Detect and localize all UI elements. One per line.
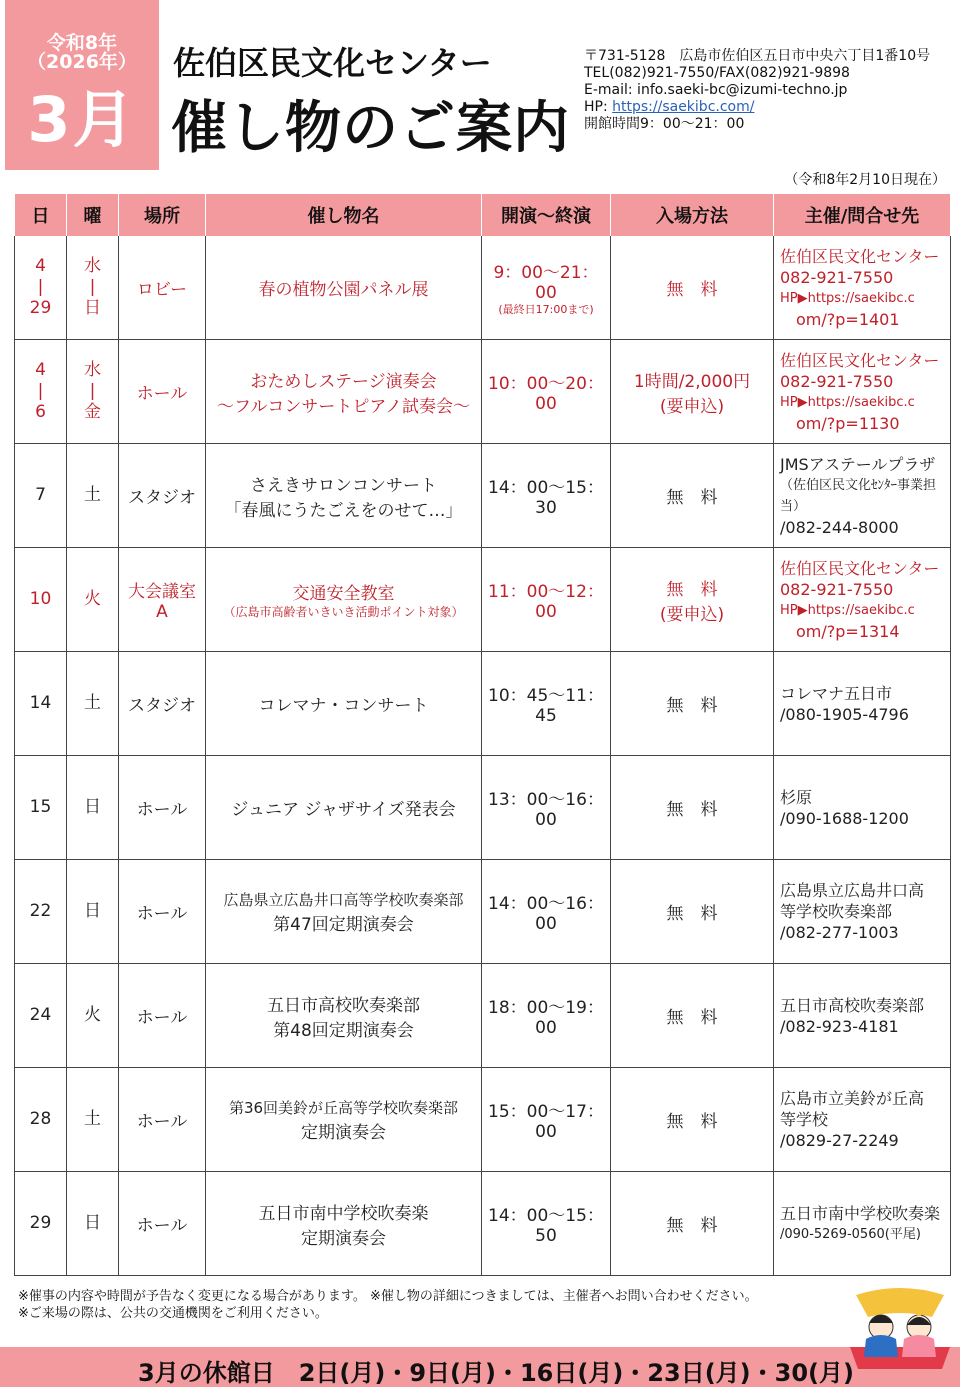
day-cell [15, 756, 67, 860]
weekday-cell-part: | [89, 381, 96, 401]
day-cell-part: 22 [29, 901, 52, 921]
admission-cell [611, 236, 774, 340]
day-cell-part: 14 [29, 693, 52, 713]
admission-cell [611, 548, 774, 652]
month-badge [5, 0, 159, 170]
day-cell-part: 4 [35, 256, 46, 276]
weekday-cell [67, 964, 119, 1068]
time-cell [482, 860, 611, 964]
admission-cell [611, 964, 774, 1068]
era-label: 令和8年 [46, 32, 118, 54]
host-line: 佐伯区民文化センター [780, 558, 940, 578]
event-cell [206, 1172, 482, 1276]
day-cell-part: | [37, 277, 44, 297]
weekday-cell [67, 652, 119, 756]
venue-cell: ホール [119, 1172, 206, 1276]
day-cell-part: 29 [29, 1213, 52, 1233]
homepage [584, 99, 930, 116]
host-line: 佐伯区民文化センター [780, 246, 940, 266]
table-row [15, 652, 951, 756]
host-line: /090-5269-0560(平尾) [780, 1226, 921, 1242]
opening-hours: 開館時間9：00～21：00 [584, 116, 745, 132]
table-row [15, 548, 951, 652]
table-row [15, 860, 951, 964]
venue-cell: ホール [119, 756, 206, 860]
day-cell [15, 548, 67, 652]
event-cell [206, 548, 482, 652]
time-cell [482, 548, 611, 652]
event-subtitle: 定期演奏会 [301, 1122, 386, 1143]
host-line: 等学校吹奏楽部 [780, 902, 893, 921]
table-header-row [15, 194, 951, 236]
admission-type: 無 料 [666, 800, 718, 820]
host-line: 広島県立広島井口高 [780, 881, 925, 900]
day-cell [15, 1068, 67, 1172]
time-range: 11：00～12：00 [488, 582, 604, 622]
admission-cell [611, 1068, 774, 1172]
year-label: （2026年） [27, 51, 137, 73]
host-line: 082-921-7550 [780, 579, 894, 599]
weekday-cell-part: | [89, 277, 96, 297]
event-name: 広島県立広島井口高等学校吹奏楽部 [223, 890, 464, 909]
weekday-cell-part: 土 [84, 1109, 101, 1129]
host-line: /082-244-8000 [780, 517, 899, 537]
table-row [15, 236, 951, 340]
host-line: 082-921-7550 [780, 267, 894, 287]
notes [18, 1288, 758, 1322]
time-cell [482, 1068, 611, 1172]
time-cell [482, 652, 611, 756]
event-name: 交通安全教室 [292, 584, 395, 604]
event-cell [206, 652, 482, 756]
admission-cell [611, 860, 774, 964]
venue-cell: ホール [119, 860, 206, 964]
admission-type: 無 料 [666, 579, 718, 600]
admission-cell [611, 652, 774, 756]
event-cell [206, 340, 482, 444]
host-line: /090-1688-1200 [780, 808, 909, 828]
weekday-cell [67, 236, 119, 340]
host-line: om/?p=1314 [780, 621, 900, 641]
column-header: 催し物名 [206, 194, 482, 236]
venue-cell: スタジオ [119, 444, 206, 548]
host-line: （佐伯区民文化ｾﾝﾀｰ事業担当） [780, 477, 937, 514]
host-line: 五日市南中学校吹奏楽 [780, 1203, 941, 1223]
host-line: 杉原 [780, 787, 813, 807]
time-range: 14：00～15：30 [488, 478, 604, 518]
time-cell [482, 444, 611, 548]
day-cell-part: 4 [35, 360, 46, 380]
table-row [15, 1172, 951, 1276]
column-header: 入場方法 [611, 194, 774, 236]
host-line: 広島市立美鈴が丘高 [780, 1089, 925, 1108]
table-row [15, 340, 951, 444]
admission-cell [611, 756, 774, 860]
time-cell [482, 236, 611, 340]
admission-type: 無 料 [666, 488, 718, 508]
admission-type: 無 料 [666, 1216, 718, 1236]
host-line: 等学校 [780, 1110, 829, 1129]
event-subtitle: 定期演奏会 [301, 1228, 386, 1249]
column-header: 日 [15, 194, 67, 236]
email[interactable]: E-mail: info.saeki-bc@izumi-techno.jp [584, 82, 848, 98]
time-range: 13：00～16：00 [488, 790, 604, 830]
event-cell [206, 1068, 482, 1172]
time-cell [482, 1172, 611, 1276]
host-cell [774, 236, 951, 340]
note-line: ※催事の内容や時間が予告なく変更になる場合があります。 ※催し物の詳細につきましては、主催者へお問い合わせください。 [18, 1289, 758, 1304]
venue-cell: ロビー [119, 236, 206, 340]
admission-cell [611, 340, 774, 444]
host-cell [774, 548, 951, 652]
event-name: 五日市南中学校吹奏楽 [258, 1203, 429, 1224]
admission-type: 無 料 [666, 1008, 718, 1028]
table-row [15, 444, 951, 548]
event-cell [206, 964, 482, 1068]
address: 〒731-5128 広島市佐伯区五日市中央六丁目1番10号 [584, 48, 931, 64]
contact-info [584, 48, 930, 133]
hina-dolls-icon [846, 1287, 954, 1371]
event-name: 第36回美鈴が丘高等学校吹奏楽部 [228, 1098, 459, 1117]
column-header: 開演～終演 [482, 194, 611, 236]
column-header: 主催/問合せ先 [774, 194, 951, 236]
host-cell [774, 444, 951, 548]
weekday-cell [67, 1068, 119, 1172]
host-cell [774, 652, 951, 756]
host-cell [774, 860, 951, 964]
time-cell [482, 756, 611, 860]
host-cell [774, 756, 951, 860]
day-cell-part: 6 [35, 402, 46, 422]
host-line: コレマナ五日市 [780, 683, 893, 703]
event-subtitle: 「春風にうたごえをのせて…」 [224, 500, 463, 521]
admission-type: 無 料 [666, 904, 718, 924]
venue-cell: ホール [119, 964, 206, 1068]
host-line: /082-277-1003 [780, 923, 899, 942]
day-cell [15, 860, 67, 964]
host-line: HP▶https://saekibc.c [780, 290, 915, 306]
time-range: 15：00～17：00 [488, 1102, 604, 1142]
venue-cell: 大会議室A [119, 548, 206, 652]
event-subtitle: （広島市高齢者いきいき活動ポイント対象） [223, 605, 464, 619]
homepage-link[interactable]: https://saekibc.com/ [612, 99, 755, 115]
admission-type: 無 料 [666, 280, 718, 300]
weekday-cell [67, 860, 119, 964]
host-line: /080-1905-4796 [780, 704, 909, 724]
day-cell [15, 340, 67, 444]
time-cell [482, 964, 611, 1068]
time-range: 10：45～11：45 [488, 686, 604, 726]
host-line: 佐伯区民文化センター [780, 350, 940, 370]
event-subtitle: 第48回定期演奏会 [273, 1020, 414, 1041]
weekday-cell-part: 日 [84, 797, 101, 817]
weekday-cell-part: 日 [84, 298, 101, 318]
weekday-cell-part: 水 [84, 256, 101, 276]
host-cell [774, 1068, 951, 1172]
weekday-cell [67, 340, 119, 444]
event-cell [206, 444, 482, 548]
event-cell [206, 756, 482, 860]
host-cell [774, 1172, 951, 1276]
host-line: /0829-27-2249 [780, 1131, 899, 1150]
closed-days: 3月の休館日 2日(月)・9日(月)・16日(月)・23日(月)・30(月) [138, 1359, 854, 1387]
admission-cell [611, 1172, 774, 1276]
table-row [15, 964, 951, 1068]
weekday-cell [67, 548, 119, 652]
events-table [14, 194, 951, 1276]
weekday-cell [67, 1172, 119, 1276]
time-cell [482, 340, 611, 444]
month-label: 3月 [27, 83, 137, 156]
time-range: 14：00～16：00 [488, 894, 604, 934]
host-cell [774, 964, 951, 1068]
day-cell-part: 28 [29, 1109, 52, 1129]
event-name: 春の植物公園パネル展 [258, 280, 429, 300]
day-cell-part: 7 [35, 485, 46, 505]
tel-fax: TEL(082)921-7550/FAX(082)921-9898 [584, 65, 850, 81]
host-line: JMSアステールプラザ [780, 454, 936, 474]
day-cell-part: 10 [29, 589, 52, 609]
column-header: 場所 [119, 194, 206, 236]
time-note: (最終日17:00まで) [498, 303, 594, 316]
event-name: おためしステージ演奏会 [250, 371, 437, 392]
weekday-cell-part: 日 [84, 1213, 101, 1233]
day-cell [15, 652, 67, 756]
day-cell [15, 964, 67, 1068]
column-header: 曜 [67, 194, 119, 236]
admission-cell [611, 444, 774, 548]
day-cell-part: | [37, 381, 44, 401]
event-name: ジュニア ジャザサイズ発表会 [231, 800, 456, 820]
time-range: 14：00～15：50 [488, 1206, 604, 1246]
table-row [15, 756, 951, 860]
weekday-cell-part: 火 [84, 1005, 101, 1025]
weekday-cell [67, 756, 119, 860]
table-row [15, 1068, 951, 1172]
host-line: 五日市高校吹奏楽部 [780, 995, 925, 1015]
admission-note: (要申込) [659, 604, 725, 625]
event-name: 五日市高校吹奏楽部 [267, 995, 420, 1016]
admission-note: (要申込) [659, 396, 725, 417]
host-cell [774, 340, 951, 444]
day-cell [15, 1172, 67, 1276]
event-cell [206, 236, 482, 340]
time-range: 9：00～21：00 [493, 263, 599, 303]
as-of-date: （令和8年2月10日現在） [784, 172, 946, 188]
day-cell [15, 236, 67, 340]
weekday-cell-part: 火 [84, 589, 101, 609]
admission-type: 無 料 [666, 696, 718, 716]
weekday-cell-part: 土 [84, 485, 101, 505]
host-line: om/?p=1130 [780, 413, 900, 433]
event-name: コレマナ・コンサート [258, 696, 429, 716]
host-line: HP▶https://saekibc.c [780, 602, 915, 618]
host-line: 082-921-7550 [780, 371, 894, 391]
event-subtitle: 第47回定期演奏会 [273, 914, 414, 935]
day-cell [15, 444, 67, 548]
host-line: /082-923-4181 [780, 1016, 899, 1036]
venue-cell: ホール [119, 1068, 206, 1172]
host-line: om/?p=1401 [780, 309, 900, 329]
venue-cell: ホール [119, 340, 206, 444]
weekday-cell-part: 日 [84, 901, 101, 921]
homepage-label: HP: [584, 99, 613, 115]
weekday-cell-part: 金 [84, 402, 101, 422]
event-subtitle: ～フルコンサートピアノ試奏会～ [217, 396, 470, 417]
weekday-cell [67, 444, 119, 548]
admission-type: 1時間/2,000円 [633, 371, 751, 392]
time-range: 10：00～20：00 [488, 374, 604, 414]
page-title: 催し物のご案内 [171, 96, 570, 161]
admission-type: 無 料 [666, 1112, 718, 1132]
note-line: ※ご来場の際は、公共の交通機関をご利用ください。 [18, 1306, 328, 1321]
host-line: HP▶https://saekibc.c [780, 394, 915, 410]
weekday-cell-part: 土 [84, 693, 101, 713]
event-cell [206, 860, 482, 964]
venue-cell: スタジオ [119, 652, 206, 756]
time-range: 18：00～19：00 [488, 998, 604, 1038]
event-name: さえきサロンコンサート [250, 475, 437, 496]
organization-name: 佐伯区民文化センター [173, 44, 492, 82]
day-cell-part: 15 [29, 797, 52, 817]
day-cell-part: 29 [29, 298, 52, 318]
weekday-cell-part: 水 [84, 360, 101, 380]
day-cell-part: 24 [29, 1005, 52, 1025]
